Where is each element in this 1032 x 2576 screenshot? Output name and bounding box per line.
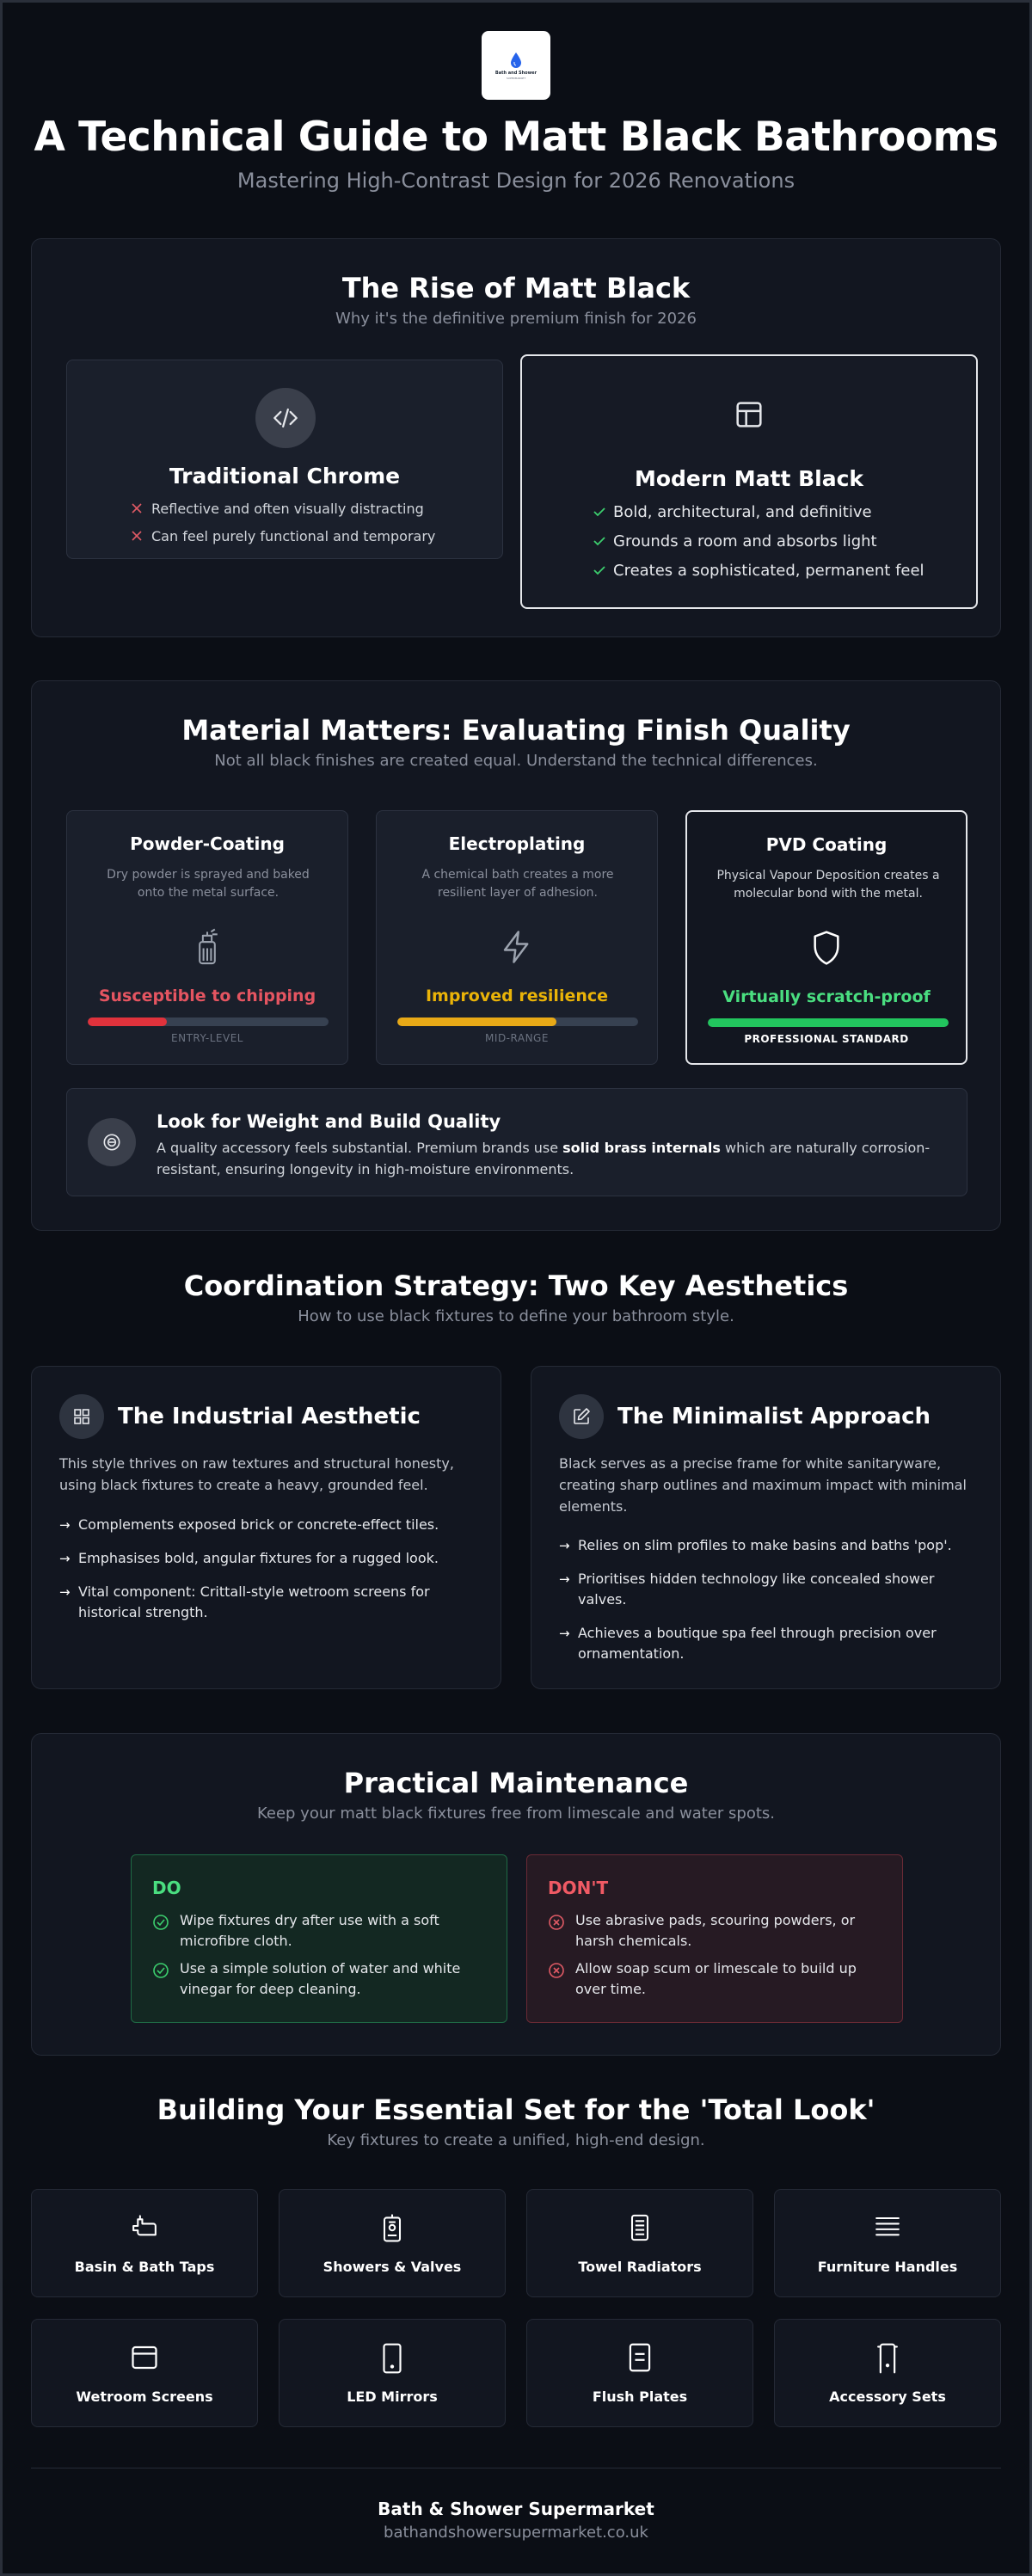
flush-plate-icon: [527, 2342, 752, 2373]
list-item: [559, 1569, 980, 1610]
list-item: [131, 522, 435, 550]
matt-black-points: [593, 497, 924, 585]
x-circle-icon: [548, 1958, 575, 2000]
check-icon: [593, 535, 613, 547]
dont-item-text: Allow soap scum or limescale to build up over time.: [575, 1960, 857, 1997]
rise-subtitle: Why it's the definitive premium finish for 2026: [335, 310, 697, 328]
arrow-right-icon: →: [59, 1584, 71, 1600]
list-item: [593, 497, 924, 526]
accessory-icon: [775, 2342, 1000, 2375]
finish-desc: Dry powder is sprayed and baked onto the metal surface.: [107, 868, 310, 900]
footer-website-link[interactable]: bathandshowersupermarket.co.uk: [384, 2524, 648, 2542]
industrial-card: [31, 1366, 501, 1689]
finish-bar: [708, 1018, 949, 1027]
essential-item-radiators[interactable]: [526, 2189, 753, 2297]
matt-point-text: Bold, architectural, and definitive: [613, 502, 872, 521]
rise-title: The Rise of Matt Black: [341, 272, 691, 304]
essential-item-flush-plates[interactable]: [526, 2319, 753, 2427]
minimalist-title: The Minimalist Approach: [617, 1404, 931, 1429]
material-section: [31, 680, 1001, 1231]
industrial-point-text: Vital component: Crittall-style wetroom screens for historical strength.: [78, 1583, 430, 1620]
finish-card-powder: [66, 810, 348, 1065]
essential-item-taps[interactable]: [31, 2189, 258, 2297]
essential-item-label: LED Mirrors: [347, 2388, 438, 2405]
essential-item-screens[interactable]: [31, 2319, 258, 2427]
finish-tier: ENTRY-LEVEL: [171, 1032, 243, 1044]
industrial-header: [59, 1394, 421, 1439]
check-circle-icon: [152, 1958, 180, 2000]
finish-tier: MID-RANGE: [485, 1032, 549, 1044]
water-drop-icon: [509, 52, 523, 69]
list-item: [559, 1535, 980, 1556]
industrial-title: The Industrial Aesthetic: [118, 1404, 421, 1429]
layout-icon: [522, 397, 976, 432]
do-item-text: Use a simple solution of water and white vinegar for deep cleaning.: [180, 1960, 461, 1997]
weight-text-part: A quality accessory feels substantial. Premium brands use: [157, 1140, 563, 1156]
list-item: [548, 1958, 883, 2000]
minimalist-card: [531, 1366, 1001, 1689]
do-list: [152, 1910, 488, 2007]
logo-text: Bath and Shower: [494, 70, 538, 76]
page-title: A Technical Guide to Matt Black Bathrooms: [34, 114, 998, 161]
maintenance-section: [31, 1733, 1001, 2056]
material-subtitle: Not all black finishes are created equal. Understand the technical differences.: [214, 752, 818, 770]
arrow-right-icon: →: [559, 1538, 570, 1553]
essential-item-label: Basin & Bath Taps: [74, 2259, 215, 2275]
do-box: [131, 1854, 507, 2023]
finish-desc: Physical Vapour Deposition creates a molecular bond with the metal.: [716, 869, 940, 901]
mirror-icon: [280, 2342, 505, 2375]
essential-item-label: Accessory Sets: [829, 2388, 946, 2405]
finish-card-electroplating: [376, 810, 658, 1065]
finish-bar-fill: [708, 1018, 949, 1027]
chrome-card: [66, 360, 503, 559]
list-item: [559, 1623, 980, 1664]
edit-icon: [559, 1394, 604, 1439]
minimalist-point-text: Prioritises hidden technology like concealed shower valves.: [578, 1571, 935, 1608]
list-item: [593, 526, 924, 556]
minimalist-intro: Black serves as a precise frame for white sanitaryware, creating sharp outlines and maximum impact with minimal elements.: [559, 1455, 967, 1515]
maintenance-subtitle: Keep your matt black fixtures free from limescale and water spots.: [256, 1804, 776, 1823]
essential-item-label: Showers & Valves: [322, 2259, 462, 2275]
minimalist-header: [559, 1394, 931, 1439]
essentials-subtitle: Key fixtures to create a unified, high-end design.: [327, 2131, 705, 2149]
do-item-text: Wipe fixtures dry after use with a soft microfibre cloth.: [180, 1912, 439, 1949]
essentials-title: Building Your Essential Set for the 'Total Look': [157, 2093, 875, 2126]
list-item: [593, 556, 924, 585]
essential-item-handles[interactable]: [774, 2189, 1001, 2297]
finish-bar-fill: [88, 1017, 167, 1026]
weight-text-bold: solid brass internals: [562, 1140, 721, 1156]
check-circle-icon: [152, 1910, 180, 1952]
chrome-point-text: Can feel purely functional and temporary: [151, 527, 436, 544]
x-circle-icon: [548, 1910, 575, 1952]
check-icon: [593, 564, 613, 576]
lightning-icon: [377, 928, 657, 966]
list-item: [548, 1910, 883, 1952]
tap-icon: [32, 2212, 257, 2240]
cross-icon: [131, 530, 151, 542]
matt-black-title: Modern Matt Black: [634, 466, 864, 491]
grid-icon: [59, 1394, 104, 1439]
minimalist-point-text: Achieves a boutique spa feel through precision over ornamentation.: [578, 1625, 937, 1662]
maintenance-title: Practical Maintenance: [343, 1767, 689, 1799]
dont-item-text: Use abrasive pads, scouring powders, or harsh chemicals.: [575, 1912, 856, 1949]
essential-item-label: Flush Plates: [592, 2388, 688, 2405]
spray-can-icon: [67, 928, 347, 966]
arrow-right-icon: →: [59, 1517, 71, 1533]
matt-black-card: [520, 354, 978, 609]
finish-title: Electroplating: [448, 833, 586, 854]
industrial-points: [59, 1515, 481, 1636]
essential-item-mirrors[interactable]: [279, 2319, 506, 2427]
coordination-title: Coordination Strategy: Two Key Aesthetics: [183, 1270, 849, 1302]
radiator-icon: [527, 2212, 752, 2243]
shower-valve-icon: [280, 2212, 505, 2243]
weight-text-part: which are naturally corrosion-resistant, ensuring longevity in high-moisture environments.: [157, 1140, 931, 1177]
footer-brand-name: Bath & Shower Supermarket: [378, 2499, 654, 2519]
list-item: [59, 1515, 481, 1535]
arrow-right-icon: →: [559, 1626, 570, 1641]
dont-list: [548, 1910, 883, 2007]
list-item: [152, 1910, 488, 1952]
industrial-point-text: Complements exposed brick or concrete-effect tiles.: [78, 1516, 439, 1533]
chrome-points: [131, 495, 435, 550]
finish-desc: A chemical bath creates a more resilient layer of adhesion.: [421, 868, 614, 900]
essential-item-accessory-sets[interactable]: [774, 2319, 1001, 2427]
essential-item-label: Towel Radiators: [578, 2259, 702, 2275]
finish-card-pvd: [685, 810, 968, 1065]
essential-item-label: Wetroom Screens: [76, 2388, 213, 2405]
finish-title: Powder-Coating: [130, 833, 285, 854]
industrial-point-text: Emphasises bold, angular fixtures for a rugged look.: [78, 1550, 439, 1566]
dont-label: DON'T: [548, 1878, 609, 1898]
finish-bar: [88, 1017, 329, 1026]
matt-point-text: Grounds a room and absorbs light: [613, 532, 877, 550]
finish-tier: PROFESSIONAL STANDARD: [744, 1033, 909, 1045]
arrow-right-icon: →: [59, 1551, 71, 1566]
essential-item-label: Furniture Handles: [817, 2259, 958, 2275]
code-icon: [255, 388, 316, 448]
list-item: [59, 1582, 481, 1623]
coordination-subtitle: How to use black fixtures to define your bathroom style.: [298, 1307, 734, 1325]
finish-title: PVD Coating: [765, 834, 888, 855]
logo-subtext: SUPERMARKET: [506, 76, 526, 80]
minimalist-point-text: Relies on slim profiles to make basins and baths 'pop'.: [578, 1537, 952, 1553]
list-item: [131, 495, 435, 522]
finish-bar: [397, 1017, 638, 1026]
minimalist-points: [559, 1535, 980, 1677]
matt-point-text: Creates a sophisticated, permanent feel: [613, 561, 924, 580]
page-subtitle: Mastering High-Contrast Design for 2026 Renovations: [236, 169, 796, 193]
do-label: DO: [152, 1878, 181, 1898]
quality-seal-icon: [88, 1118, 136, 1166]
finish-rating: Improved resilience: [425, 987, 609, 1005]
weight-text: [157, 1137, 948, 1180]
dont-box: [526, 1854, 903, 2023]
weight-callout: [66, 1088, 968, 1196]
essential-item-showers[interactable]: [279, 2189, 506, 2297]
finish-bar-fill: [397, 1017, 556, 1026]
shield-icon: [687, 929, 966, 967]
chrome-point-text: Reflective and often visually distracting: [151, 500, 424, 517]
list-item: [152, 1958, 488, 2000]
screen-icon: [32, 2342, 257, 2373]
weight-title: Look for Weight and Build Quality: [157, 1111, 501, 1132]
arrow-right-icon: →: [559, 1571, 570, 1587]
rise-section: [31, 238, 1001, 637]
cross-icon: [131, 502, 151, 514]
list-item: [59, 1548, 481, 1569]
finish-rating: Virtually scratch-proof: [722, 987, 931, 1006]
material-title: Material Matters: Evaluating Finish Quality: [181, 714, 851, 747]
brand-logo: [482, 31, 550, 100]
check-icon: [593, 506, 613, 518]
finish-rating: Susceptible to chipping: [98, 987, 316, 1005]
chrome-title: Traditional Chrome: [169, 464, 401, 489]
handles-icon: [775, 2212, 1000, 2240]
industrial-intro: This style thrives on raw textures and structural honesty, using black fixtures to create a heavy, grounded feel.: [59, 1455, 454, 1493]
